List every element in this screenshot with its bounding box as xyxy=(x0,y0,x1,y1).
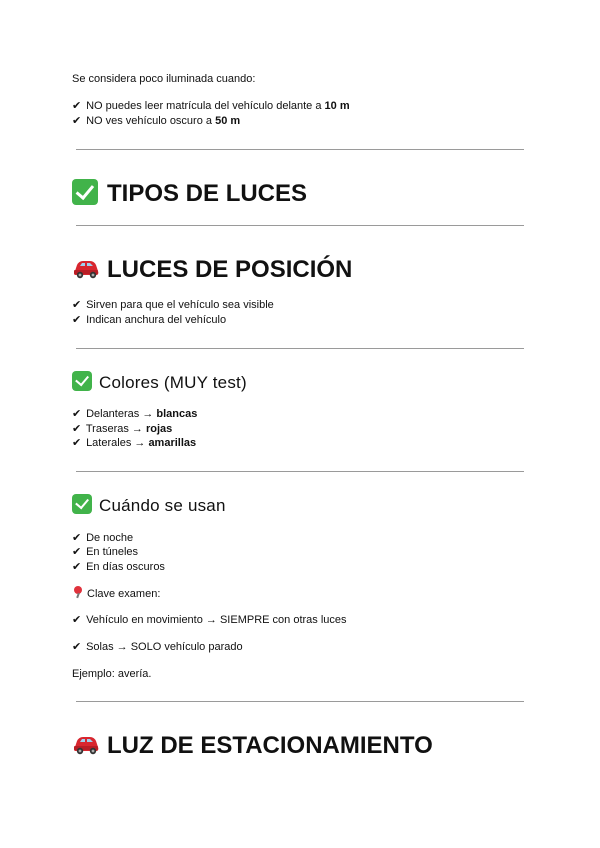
clave-examen-note xyxy=(72,586,160,602)
list-item xyxy=(72,436,196,451)
red-car-icon xyxy=(72,255,98,281)
check-icon: ✔ xyxy=(72,532,82,544)
list-item xyxy=(72,407,197,422)
intro-text: Se considera poco iluminada cuando: xyxy=(72,73,256,85)
heading-text: LUCES DE POSICIÓN xyxy=(107,256,353,283)
list-item-text: En días oscuros xyxy=(86,561,165,573)
heading-colores xyxy=(72,371,247,394)
check-icon: ✔ xyxy=(72,100,82,112)
heading-text: Cuándo se usan xyxy=(99,496,226,515)
check-icon: ✔ xyxy=(72,437,82,449)
heading-text: Colores (MUY test) xyxy=(99,373,247,392)
heading-text: LUZ DE ESTACIONAMIENTO xyxy=(107,732,433,759)
red-car-icon xyxy=(72,731,98,757)
check-mark-button-icon xyxy=(72,179,98,205)
check-icon: ✔ xyxy=(72,299,82,311)
list-item-text: Laterales → xyxy=(86,437,149,449)
heading-cuando-se-usan xyxy=(72,494,226,517)
list-item-text: Sirven para que el vehículo sea visible xyxy=(86,299,274,311)
list-item xyxy=(72,99,350,114)
check-icon: ✔ xyxy=(72,641,82,653)
clave-text: Clave examen: xyxy=(87,588,161,600)
list-item-bold: blancas xyxy=(156,408,198,420)
list-item-bold: 10 m xyxy=(324,100,350,112)
list-item-text: NO ves vehículo oscuro a xyxy=(86,115,216,127)
check-icon: ✔ xyxy=(72,561,82,573)
divider xyxy=(76,149,524,150)
list-item xyxy=(72,531,133,546)
check-mark-button-icon xyxy=(72,371,92,391)
divider xyxy=(76,348,524,349)
check-icon: ✔ xyxy=(72,408,82,420)
list-item-bold: amarillas xyxy=(148,437,197,449)
list-item-text: NO puedes leer matrícula del vehículo delante a xyxy=(86,100,325,112)
list-item-bold: rojas xyxy=(145,423,173,435)
list-item-text: De noche xyxy=(86,532,134,544)
list-item-text: Traseras → xyxy=(85,423,146,435)
divider xyxy=(76,471,524,472)
heading-text: TIPOS DE LUCES xyxy=(107,180,308,207)
list-item xyxy=(72,422,172,437)
divider xyxy=(76,225,524,226)
ejemplo-text: Ejemplo: avería. xyxy=(72,668,152,680)
list-item-text: Vehículo en movimiento → SIEMPRE con otras luces xyxy=(86,614,347,626)
list-item-text: Delanteras → xyxy=(86,408,157,420)
list-item-text: Indican anchura del vehículo xyxy=(86,314,227,326)
list-item xyxy=(72,298,274,313)
list-item xyxy=(72,640,243,655)
list-item-text: Solas → SOLO vehículo parado xyxy=(86,641,243,653)
heading-luces-de-posicion xyxy=(72,255,352,284)
pushpin-icon xyxy=(72,586,84,598)
list-item xyxy=(72,313,226,328)
list-item-text: En túneles xyxy=(86,546,139,558)
list-item xyxy=(72,560,165,575)
list-item-bold: 50 m xyxy=(215,115,241,127)
heading-tipos-de-luces xyxy=(72,179,307,208)
divider xyxy=(76,701,524,702)
list-item xyxy=(72,545,138,560)
check-icon: ✔ xyxy=(72,423,82,435)
check-mark-button-icon xyxy=(72,494,92,514)
check-icon: ✔ xyxy=(72,614,82,626)
check-icon: ✔ xyxy=(72,314,82,326)
check-icon: ✔ xyxy=(72,115,82,127)
list-item xyxy=(72,114,240,129)
list-item xyxy=(72,613,347,628)
heading-luz-de-estacionamiento xyxy=(72,731,433,760)
check-icon: ✔ xyxy=(72,546,82,558)
